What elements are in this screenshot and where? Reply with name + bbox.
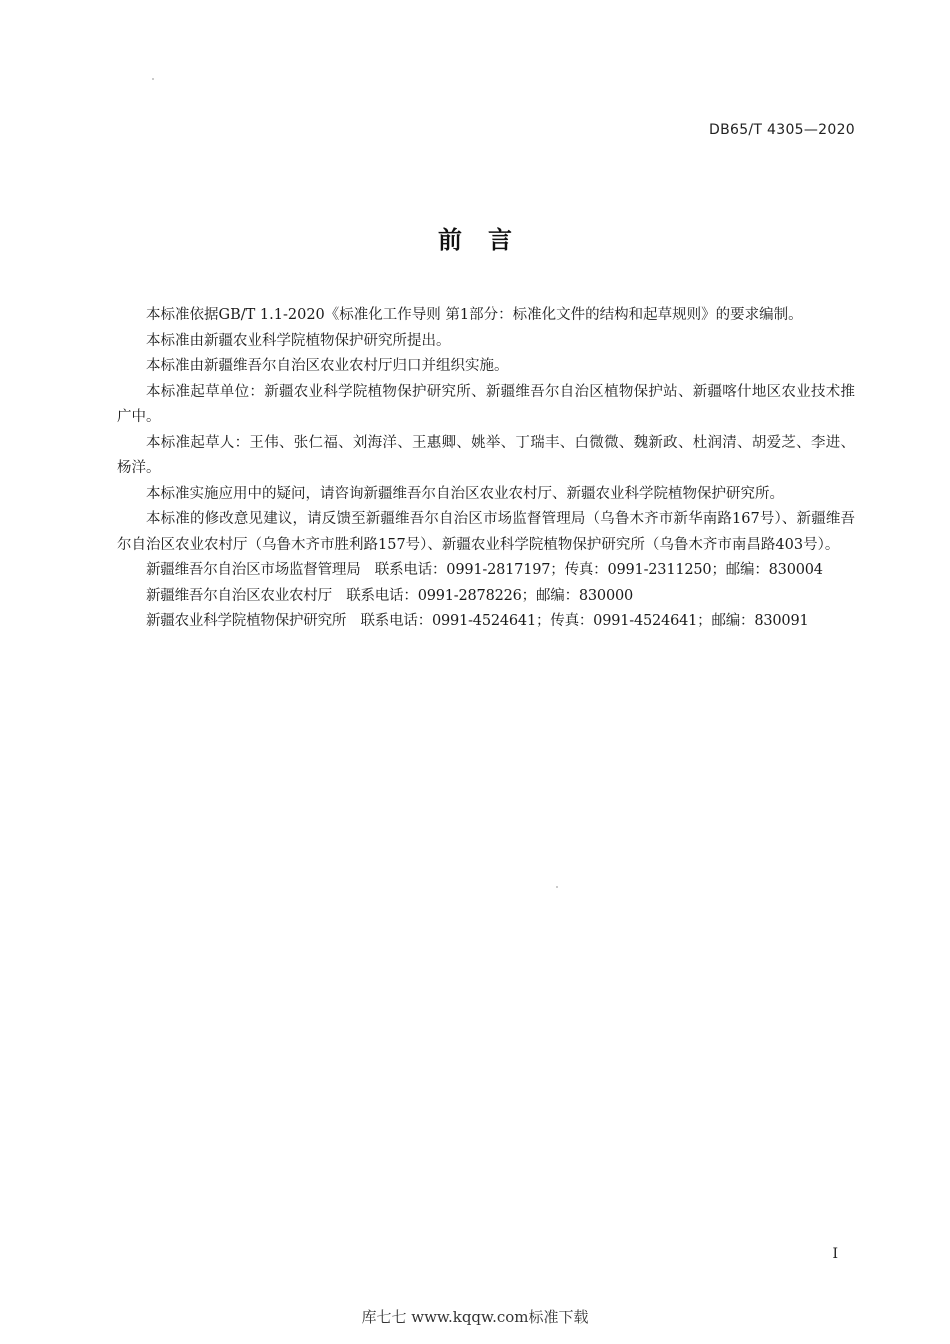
contact-plant-protection-institute: 新疆农业科学院植物保护研究所 联系电话：0991-4524641；传真：0991-4524641；邮编：830091 bbox=[146, 613, 809, 629]
page-title: 前言 bbox=[438, 226, 538, 254]
document-code: DB65/T 4305—2020 bbox=[709, 122, 855, 138]
paragraph-basis: 本标准依据GB/T 1.1-2020《标准化工作导则 第1部分：标准化文件的结构和起草规则》的要求编制。 bbox=[146, 307, 803, 323]
paragraph-administrator: 本标准由新疆维吾尔自治区农业农村厅归口并组织实施。 bbox=[146, 358, 509, 374]
paragraph-proposer: 本标准由新疆农业科学院植物保护研究所提出。 bbox=[146, 332, 451, 349]
paragraph-drafting-units: 本标准起草单位：新疆农业科学院植物保护研究所、新疆维吾尔自治区植物保护站、新疆喀什地区农业技术推广中。 bbox=[117, 383, 855, 425]
scan-speck bbox=[152, 78, 154, 80]
contact-market-supervision: 新疆维吾尔自治区市场监督管理局 联系电话：0991-2817197；传真：0991-2311250；邮编：830004 bbox=[146, 562, 823, 578]
scan-speck bbox=[556, 886, 558, 888]
contact-agriculture-department: 新疆维吾尔自治区农业农村厅 联系电话：0991-2878226；邮编：830000 bbox=[146, 587, 634, 604]
preface-body bbox=[117, 303, 855, 635]
paragraph-drafters: 本标准起草人：王伟、张仁福、刘海洋、王惠卿、姚举、丁瑞丰、白微微、魏新政、杜润清、胡爱芝、李进、杨洋。 bbox=[117, 434, 855, 476]
watermark-text: 库七七 www.kqqw.com标准下载 bbox=[361, 1308, 589, 1326]
page-number: I bbox=[832, 1246, 838, 1262]
paragraph-inquiries: 本标准实施应用中的疑问，请咨询新疆维吾尔自治区农业农村厅、新疆农业科学院植物保护研究所。 bbox=[146, 485, 784, 502]
paragraph-feedback: 本标准的修改意见建议，请反馈至新疆维吾尔自治区市场监督管理局（乌鲁木齐市新华南路167号）、新疆维吾尔自治区农业农村厅（乌鲁木齐市胜利路157号）、新疆农业科学院植物保护研究所（乌鲁木齐市南昌路403号）。 bbox=[117, 511, 855, 553]
